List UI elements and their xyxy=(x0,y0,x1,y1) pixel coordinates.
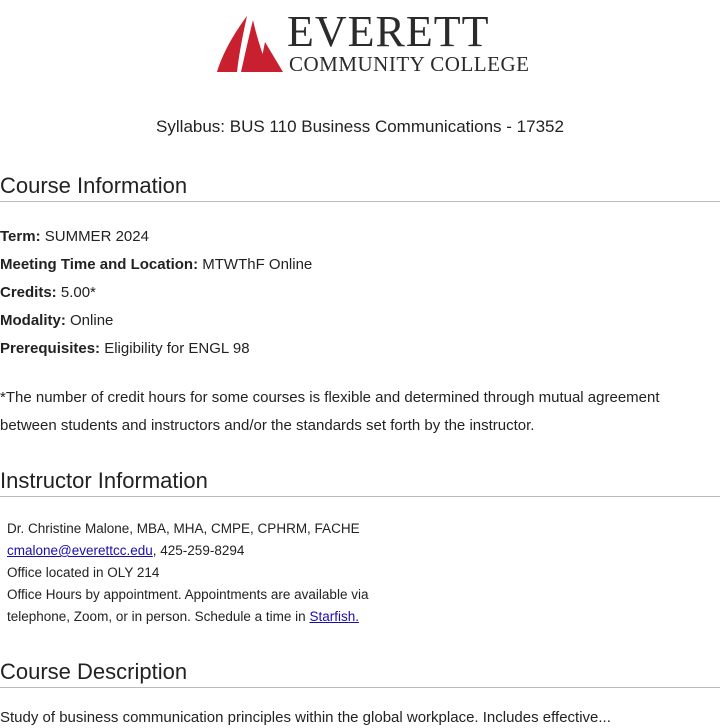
instructor-hours xyxy=(7,584,407,628)
logo-sail-icon xyxy=(213,12,285,76)
term-field xyxy=(0,227,149,247)
modality-value: Online xyxy=(70,312,114,329)
starfish-link[interactable]: Starfish. xyxy=(309,609,359,624)
course-description-text: Study of business communication principles within the global workplace. Includes effective... xyxy=(0,709,611,726)
logo-subtitle: COMMUNITY COLLEGE xyxy=(289,52,530,76)
prerequisites-label: Prerequisites: xyxy=(0,340,101,357)
term-label: Term: xyxy=(0,228,41,245)
college-logo xyxy=(213,7,530,76)
credits-value: 5.00* xyxy=(60,284,96,301)
modality-label: Modality: xyxy=(0,312,66,329)
credits-label: Credits: xyxy=(0,284,57,301)
logo-name: EVERETT xyxy=(287,7,490,56)
credits-field xyxy=(0,283,96,303)
meeting-field xyxy=(0,255,312,275)
instructor-name: Dr. Christine Malone, MBA, MHA, CMPE, CPHRM, FACHE xyxy=(7,521,360,536)
term-value: SUMMER 2024 xyxy=(44,228,149,245)
credit-hours-note: *The number of credit hours for some courses is flexible and determined through mutual agreement between students and instructors and/or the standards set forth by the instructor. xyxy=(0,389,660,434)
prerequisites-field xyxy=(0,339,250,359)
meeting-value: MTWThF Online xyxy=(202,256,313,273)
course-description-heading: Course Description xyxy=(0,658,720,688)
course-information-heading: Course Information xyxy=(0,172,720,202)
syllabus-title: Syllabus: BUS 110 Business Communications - 17352 xyxy=(156,117,564,136)
instructor-phone: , 425-259-8294 xyxy=(152,543,245,558)
office-hours-text: Office Hours by appointment. Appointments are available via telephone, Zoom, or in person. Schedule a time in xyxy=(7,587,369,624)
instructor-email-link[interactable]: cmalone@everettcc.edu xyxy=(7,543,153,558)
instructor-contact xyxy=(7,540,407,562)
modality-field xyxy=(0,311,113,331)
prerequisites-value: Eligibility for ENGL 98 xyxy=(104,340,250,357)
meeting-label: Meeting Time and Location: xyxy=(0,256,199,273)
instructor-office: Office located in OLY 214 xyxy=(7,565,160,580)
instructor-information-heading: Instructor Information xyxy=(0,467,720,497)
instructor-details xyxy=(7,518,407,628)
